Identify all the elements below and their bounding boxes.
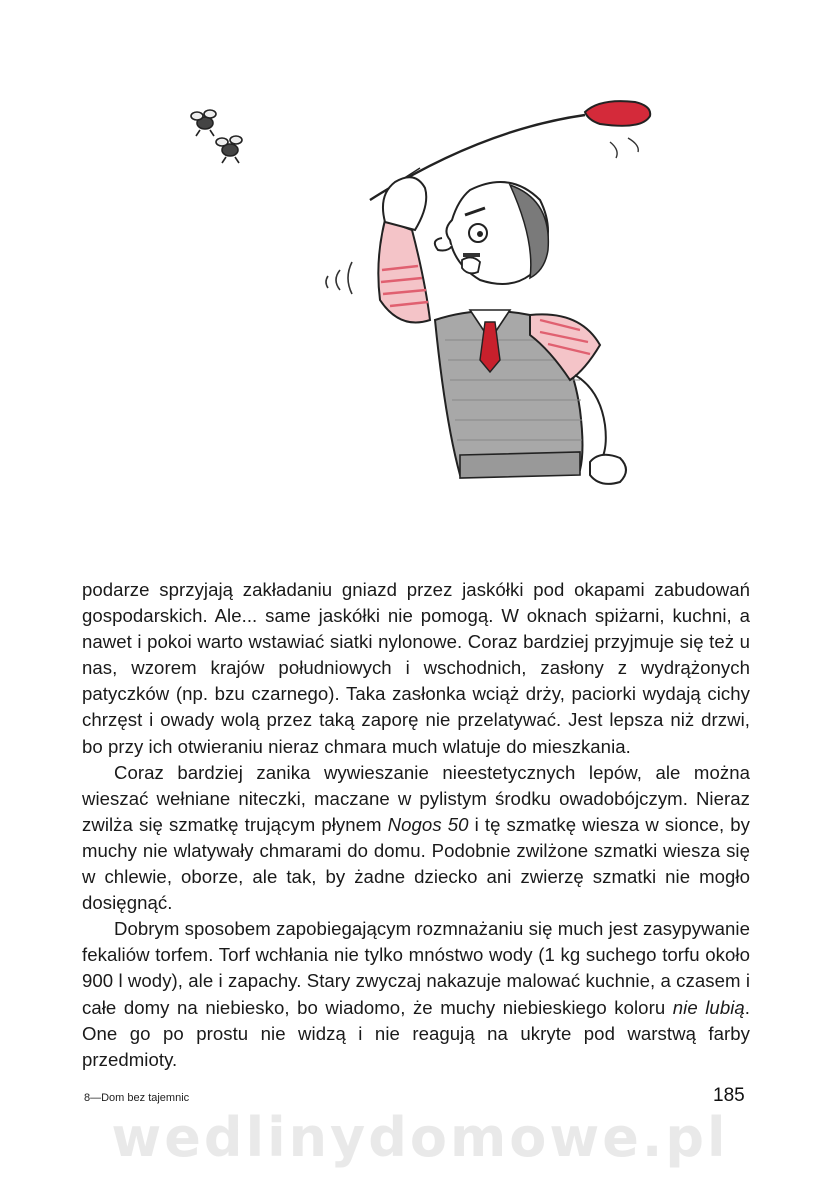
paragraph-2-part-a: Coraz bardziej zanika wywieszanie nieestetycznych lepów, ale można wieszać wełniane niteczki, maczane w pylistym środku owadobójczym. Nieraz zwilża się szmatkę trującym płynem	[82, 761, 750, 835]
paragraph-3	[82, 916, 750, 1073]
paragraph-3-part-a: Dobrym sposobem zapobiegającym rozmnażaniu się much jest zasypywanie fekaliów torfem. Torf wchłania nie tylko mnóstwo wody (1 kg suchego torfu około 900 l wody), ale i zapachy. Stary zwyczaj nakazuje malować kuchnie, a czasem i całe domy na niebiesko, bo wiadomo, że muchy niebieskiego koloru	[82, 918, 750, 1018]
paragraph-1: podarze sprzyjają zakładaniu gniazd przez jaskółki pod okapami zabudowań gospodarskich. Ale... same jaskółki nie pomogą. W oknach spiżarni, kuchni, a nawet i pokoi warto wstawiać siatki nylonowe. Coraz bardziej przyjmuje się też u nas, wzorem krajów południowych i wschodnich, zasłony z wydrążonych patyczków (np. bzu czarnego). Taka zasłonka wciąż drży, paciorki wydają cichy chrzęst i owady wolą przez taką zaporę nie przelatywać. Jest lepsza niż drzwi, bo przy ich otwieraniu nieraz chmara much wlatuje do mieszkania.	[82, 579, 750, 757]
paragraph-2-part-b: i tę szmatkę wiesza w sionce, by muchy nie wlatywały chmarami do domu. Podobnie zwilżone szmatki wiesza się w chlewie, oborze, ale tak, by żadne dziecko ani zwierzę szmatki nie mogło dosięgnąć.	[82, 813, 750, 914]
paragraph-3-emphasis: nie lubią	[672, 996, 745, 1018]
paragraph-2	[82, 760, 750, 917]
body-text	[82, 577, 750, 1073]
swatter-head	[585, 101, 650, 126]
paragraph-3-part-b: . One go po prostu nie widzą i nie reagują na ukryte pod warstwą farby przedmioty.	[82, 996, 750, 1070]
man-with-fly-swatter-icon	[180, 90, 660, 500]
signature-mark: 8—Dom bez tajemnic	[84, 1092, 190, 1104]
page-number: 185	[713, 1085, 745, 1106]
paragraph-2-emphasis: Nogos 50	[387, 813, 469, 835]
watermark: wedlinydomowe.pl	[111, 1106, 729, 1169]
flies-icon	[191, 110, 242, 163]
